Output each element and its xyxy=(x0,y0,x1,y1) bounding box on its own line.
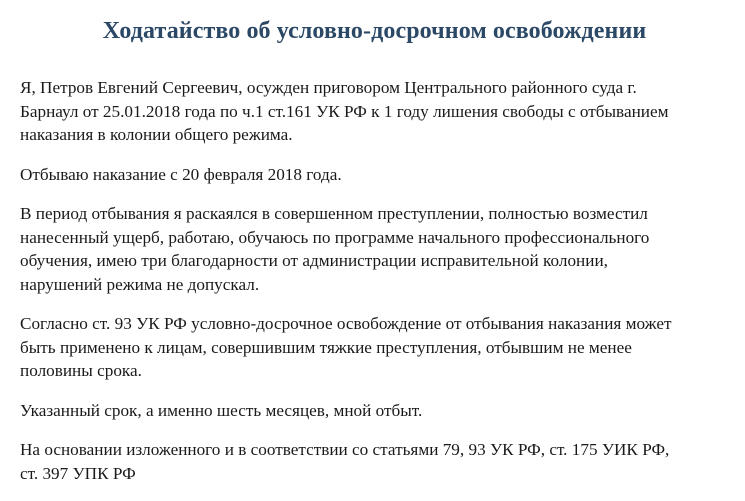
text-line: На основании изложенного и в соответствии со статьями 79, 93 УК РФ, ст. 175 УИК РФ, xyxy=(20,440,670,459)
paragraph-convict-info xyxy=(20,76,729,147)
text-line: половины срока. xyxy=(20,361,142,380)
text-line: Согласно ст. 93 УК РФ условно-досрочное освобождение от отбывания наказания может xyxy=(20,314,672,333)
text-line: нанесенный ущерб, работаю, обучаюсь по программе начального профессионального xyxy=(20,227,650,247)
paragraph-term-served xyxy=(20,399,729,423)
text-line: наказания в колонии общего режима. xyxy=(20,125,293,144)
text-line: нарушений режима не допускал. xyxy=(20,274,260,294)
text-line: Указанный срок, а именно шесть месяцев, мной отбыт. xyxy=(20,400,423,420)
paragraph-grounds xyxy=(20,438,729,485)
text-line: Отбываю наказание с 20 февраля 2018 года. xyxy=(20,164,342,184)
paragraph-behavior xyxy=(20,202,729,296)
text-line: Я, Петров Евгений Сергеевич, осужден приговором Центрального районного суда г. xyxy=(20,78,637,97)
text-line: быть применено к лицам, совершившим тяжкие преступления, отбывшим не менее xyxy=(20,337,632,357)
text-line: ст. 397 УПК РФ xyxy=(20,463,136,483)
text-line: Барнаул от 25.01.2018 года по ч.1 ст.161 УК РФ к 1 году лишения свободы с отбыванием xyxy=(20,101,669,121)
document-title: Ходатайство об условно-досрочном освобождении xyxy=(102,18,647,44)
paragraph-legal-basis xyxy=(20,312,729,383)
paragraph-sentence-start xyxy=(20,163,729,187)
text-line: обучения, имею три благодарности от администрации исправительной колонии, xyxy=(20,251,608,270)
text-line: В период отбывания я раскаялся в совершенном преступлении, полностью возместил xyxy=(20,204,648,223)
